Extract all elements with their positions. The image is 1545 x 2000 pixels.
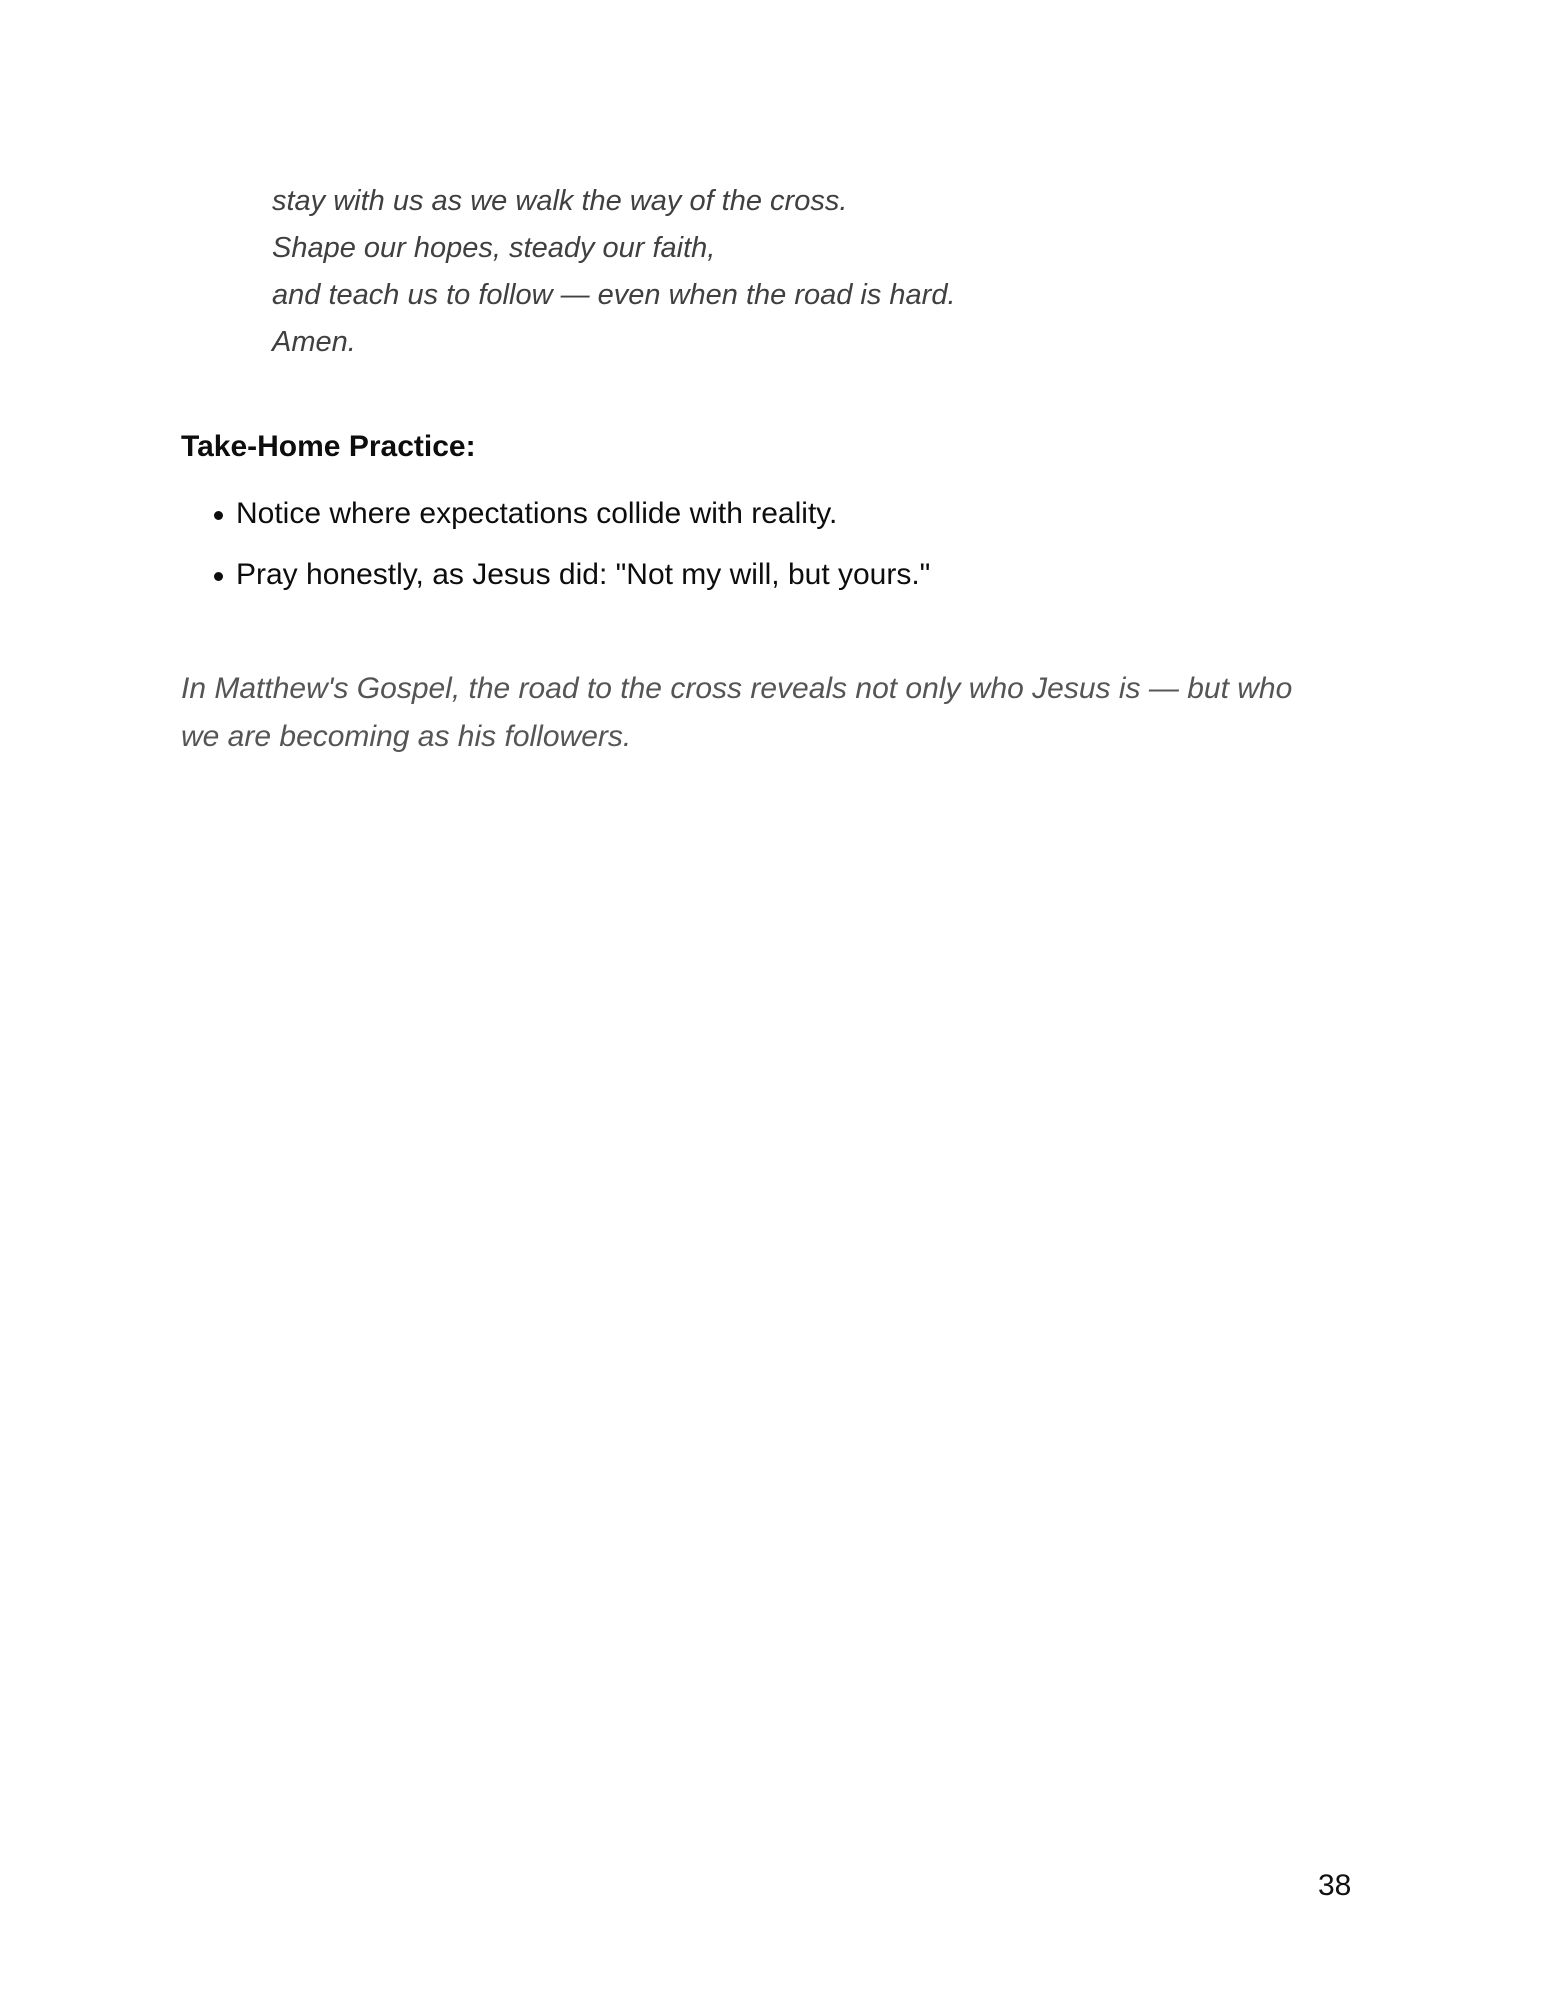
list-item	[212, 555, 930, 616]
page-number: 38	[1318, 1869, 1352, 1902]
practice-heading: Take-Home Practice:	[181, 430, 476, 463]
prayer-line: stay with us as we walk the way of the cross.	[272, 185, 848, 217]
prayer-line: and teach us to follow — even when the road is hard.	[272, 279, 956, 311]
closing-paragraph: In Matthew's Gospel, the road to the cross reveals not only who Jesus is — but who we are becoming as his followers.	[181, 672, 1293, 753]
bullet-icon	[214, 572, 223, 581]
list-item	[212, 494, 930, 555]
prayer-amen: Amen.	[272, 326, 356, 358]
practice-list	[212, 494, 930, 616]
list-item-text: Pray honestly, as Jesus did: "Not my will, but yours."	[236, 558, 931, 591]
prayer-block	[272, 178, 1372, 366]
bullet-icon	[214, 511, 223, 520]
prayer-line: Shape our hopes, steady our faith,	[272, 232, 716, 264]
list-item-text: Notice where expectations collide with reality.	[236, 497, 838, 530]
